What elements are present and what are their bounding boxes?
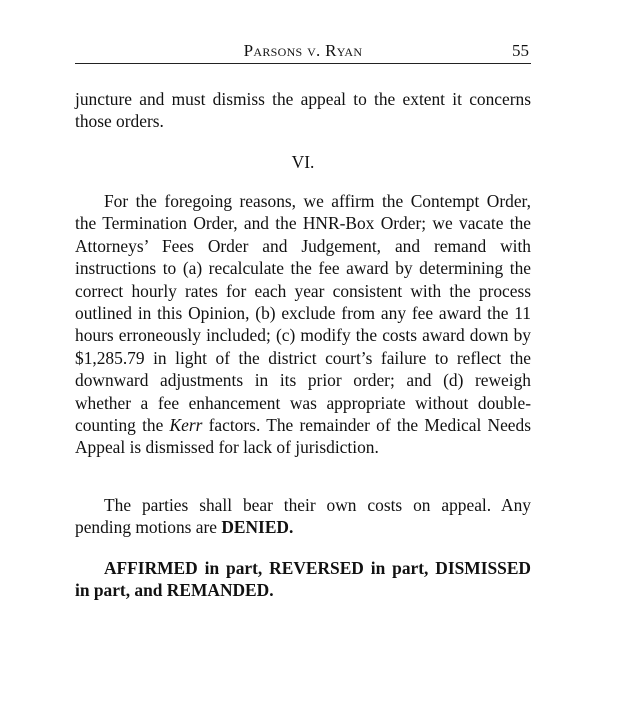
paragraph-continuation: juncture and must dismiss the appeal to the extent it concerns those orders. <box>75 89 531 132</box>
costs-text: The parties shall bear their own costs on appeal. Any pending motions are <box>75 495 531 538</box>
kerr-case-name: Kerr <box>169 415 203 436</box>
conclusion-text-a: For the foregoing reasons, we affirm the Contempt Order, the Termination Order, and the HNR-Box Order; we vacate the Attorneys’ Fees Order and Judgement, and remand with instructions to (a) recalculate the fee award by determining the correct hourly rates for each year consistent with the process outlined in this Opinion, (b) exclude from any fee award the 11 hours erroneously included; (c) modify the costs award down by $1,285.79 in light of the district court’s failure to reflect the downward adjustments in its prior order; and (d) reweigh whether a fee enhancement was appropriate without double-counting the <box>75 191 531 436</box>
section-heading: VI. <box>291 152 315 172</box>
conclusion-text-b: factors. The remainder of the Medical Needs Appeal is dismissed for lack of jurisdiction. <box>75 415 531 458</box>
paragraph-conclusion <box>75 190 531 459</box>
page-number: 55 <box>512 41 529 60</box>
denied-text: DENIED. <box>221 517 294 538</box>
paragraph-costs <box>75 494 531 539</box>
disposition: AFFIRMED in part, REVERSED in part, DISMISSED in part, and REMANDED. <box>75 558 531 601</box>
case-title: Parsons v. Ryan <box>243 41 363 60</box>
running-header <box>75 41 531 64</box>
